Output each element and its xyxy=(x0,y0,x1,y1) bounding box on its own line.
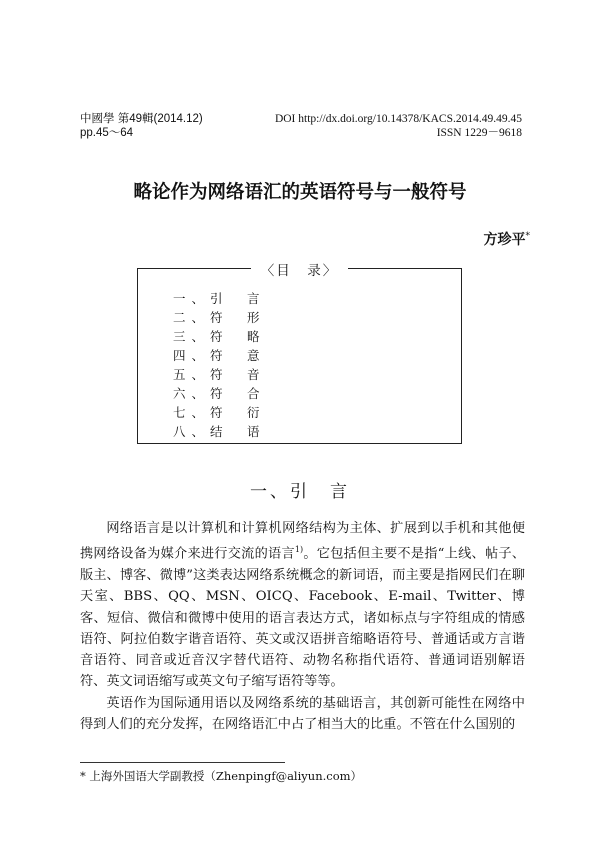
table-of-contents xyxy=(137,263,462,444)
toc-item[interactable]: 二、符 形 xyxy=(173,310,266,325)
paragraph xyxy=(80,518,525,693)
toc-item[interactable]: 七、符 衍 xyxy=(173,405,266,420)
author-name: 方珍平 xyxy=(483,232,526,248)
toc-item[interactable]: 八、结 语 xyxy=(173,424,266,439)
footnote-divider xyxy=(80,762,285,763)
author xyxy=(484,229,531,249)
doi-link[interactable]: DOI http://dx.doi.org/10.14378/KACS.2014.49.49.45 xyxy=(274,113,522,125)
author-footnote-mark[interactable]: * xyxy=(525,231,530,242)
body-text xyxy=(80,518,525,735)
issn: ISSN 1229－9618 xyxy=(436,127,522,139)
toc-item[interactable]: 六、符 合 xyxy=(173,386,266,401)
footnote-ref[interactable]: 1) xyxy=(294,545,304,555)
paragraph-text: 网络语言是以计算机和计算机网络结构为主体、扩展到以手机和其他便携网络设备为媒介来进行交流的语言 xyxy=(80,521,525,562)
toc-item[interactable]: 五、符 音 xyxy=(173,367,266,382)
page-range: pp.45～64 xyxy=(80,127,134,139)
toc-item[interactable]: 三、符 略 xyxy=(173,329,266,344)
footnote: * 上海外国语大学副教授（Zhenpingf@aliyun.com） xyxy=(80,769,363,783)
paper-title: 略论作为网络语汇的英语符号与一般符号 xyxy=(133,182,467,203)
toc-item[interactable]: 一、引 言 xyxy=(173,291,266,306)
paragraph: 英语作为国际通用语以及网络系统的基础语言，其创新可能性在网络中得到人们的充分发挥，在网络语汇中占了相当大的比重。不管在什么国别的 xyxy=(80,695,525,733)
toc-title: 〈目 录〉 xyxy=(251,263,349,279)
section-heading: 一、引 言 xyxy=(250,482,350,502)
toc-title-wrap xyxy=(138,259,461,279)
toc-list xyxy=(173,289,266,441)
paragraph-text: 。它包括但主要不是指“上线、帖子、版主、博客、微博”这类表达网络系统概念的新词语，而主要是指网民们在聊天室、BBS、QQ、MSN、OICQ、Facebook、E-mail、Twitter、博客、短信、微信和微博中使用的语言表达方式，诸如标点与字符组成的情感语符、阿拉伯数字谐音语符、英文或汉语拼音缩略语符号、普通话或方言谐音语符、同音或近音汉字替代语符、动物名称指代语符、普通词语别解语符、英文词语缩写或英文句子缩写语符等等。 xyxy=(80,546,526,690)
toc-item[interactable]: 四、符 意 xyxy=(173,348,266,363)
journal-name: 中國學 第49輯(2014.12) xyxy=(80,113,203,125)
